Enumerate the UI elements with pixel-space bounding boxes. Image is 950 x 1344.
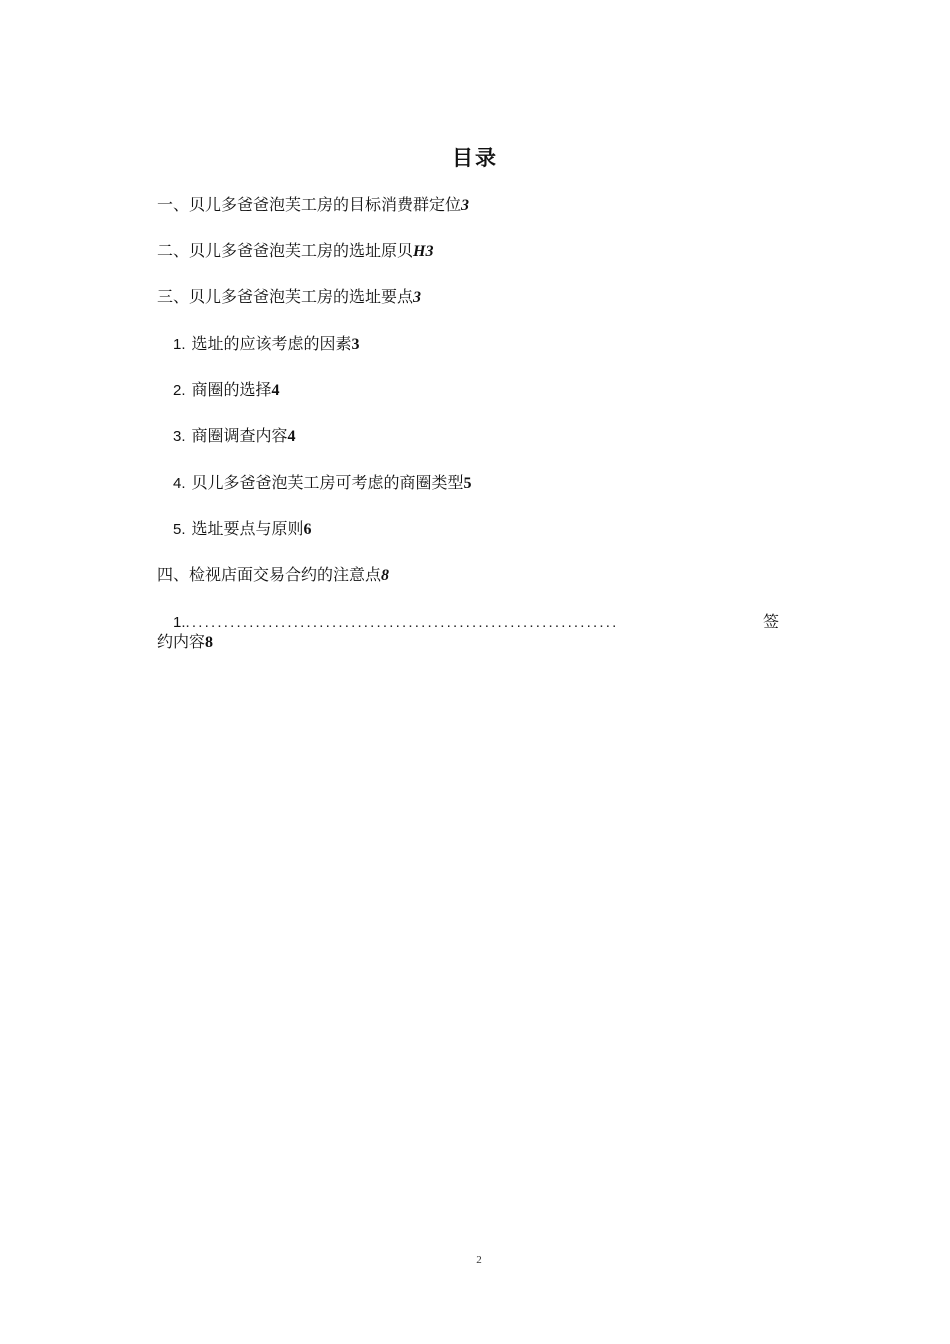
toc-entry-2[interactable]: [157, 241, 433, 262]
toc-entry-text: 三、贝儿多爸爸泡芙工房的选址要点: [157, 287, 414, 306]
toc-entry-text: 商圈调查内容: [191, 426, 288, 445]
toc-subentry-dotted[interactable]: [173, 612, 779, 632]
toc-subentry-index: 2.: [173, 382, 186, 399]
toc-entry-3[interactable]: [157, 287, 421, 308]
toc-entry-page: 4: [271, 382, 280, 399]
toc-entry-text: 选址要点与原则: [191, 519, 304, 538]
toc-entry-page: 4: [287, 428, 296, 445]
toc-entry-text: 二、贝儿多爸爸泡芙工房的选址原贝: [157, 241, 414, 260]
toc-entry-page: 3: [413, 289, 422, 306]
toc-subentry-4[interactable]: [173, 473, 472, 494]
toc-subentry-index: 1.: [173, 336, 186, 353]
toc-subentry-index: 3.: [173, 428, 186, 445]
toc-subentry-wrap[interactable]: [157, 632, 213, 653]
toc-subentry-3[interactable]: [173, 426, 296, 447]
page-number: 2: [476, 1254, 482, 1266]
toc-entry-page: 3: [461, 197, 470, 214]
toc-subentry-5[interactable]: [173, 519, 312, 540]
toc-entry-1[interactable]: [157, 195, 469, 216]
toc-entry-text: 商圈的选择: [191, 380, 272, 399]
toc-entry-text: 四、检视店面交易合约的注意点: [157, 565, 382, 584]
toc-subentry-index: 5.: [173, 521, 186, 538]
toc-subentry-1[interactable]: [173, 334, 360, 355]
toc-entry-page: 5: [463, 475, 472, 492]
toc-leader-dots: ....................................................................: [185, 614, 619, 631]
toc-subentry-index: 1.: [173, 614, 186, 631]
toc-entry-text: 选址的应该考虑的因素: [191, 334, 352, 353]
toc-entry-text-end: 约内容: [157, 632, 206, 651]
toc-entry-4[interactable]: [157, 565, 389, 586]
toc-entry-page: 3: [351, 336, 360, 353]
toc-entry-text-start: 签: [762, 612, 779, 631]
toc-entry-page: H3: [413, 243, 434, 260]
toc-entry-page: 6: [303, 521, 312, 538]
toc-entry-text: 贝儿多爸爸泡芙工房可考虑的商圈类型: [191, 473, 464, 492]
toc-subentry-2[interactable]: [173, 380, 280, 401]
toc-entry-text: 一、贝儿多爸爸泡芙工房的目标消费群定位: [157, 195, 462, 214]
toc-title: 目录: [452, 146, 498, 170]
toc-entry-page: 8: [205, 634, 214, 651]
toc-subentry-index: 4.: [173, 475, 186, 492]
toc-entry-page: 8: [381, 567, 390, 584]
